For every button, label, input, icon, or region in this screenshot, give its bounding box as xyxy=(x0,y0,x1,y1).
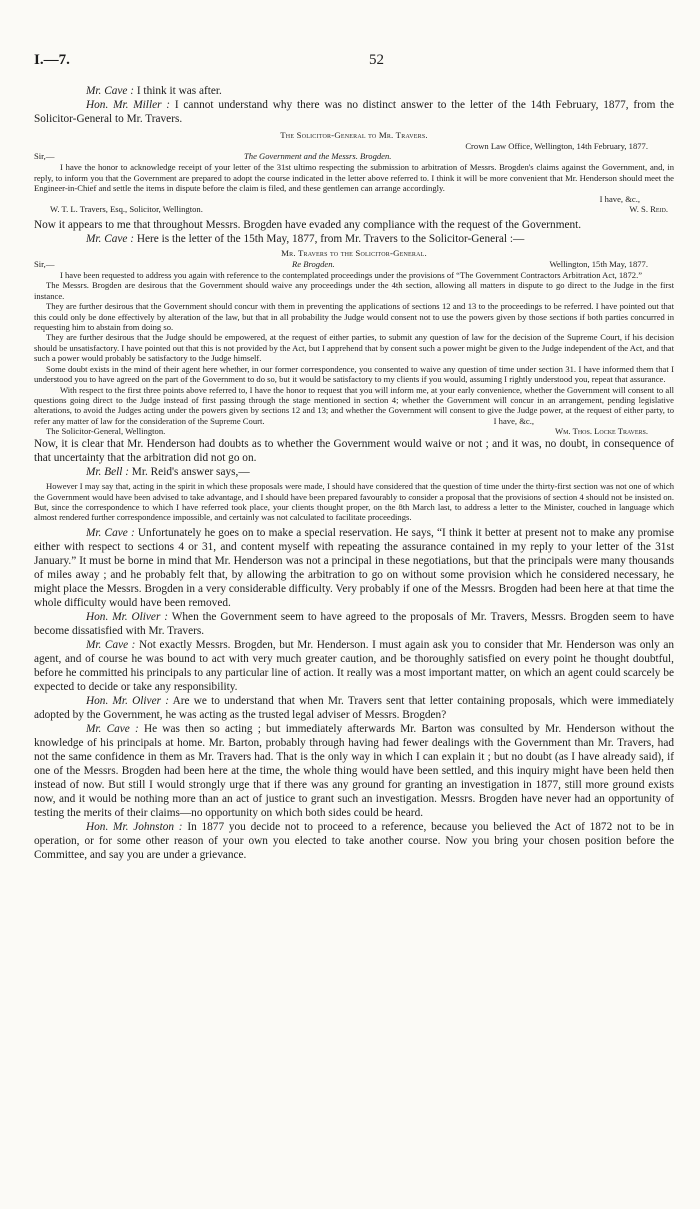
letter-signature-row xyxy=(34,426,674,437)
letter-paragraph: Some doubt exists in the mind of their agent here whether, in our former correspondence, you consented to waive any question of time under section 31. I have informed them that I understood you to have agreed on the part of the Government to do so, but it would be satisfactory to my clients if you would, assuming I rightly understood you, repeat that assurance. xyxy=(34,363,674,385)
letter-paragraph: They are further desirous that the Government should concur with them in preventing the applications of sections 12 and 13 to the proceedings to be referred. I have pointed out that this could only be done effectively by alteration of the law, but that in all probability the Judge would consent not to use the powers given by those sections if both parties concurred in requesting him to abstain from doing so. xyxy=(34,301,674,333)
letter-solicitor-general xyxy=(34,129,674,215)
evidence-paragraph xyxy=(34,820,674,862)
letter-body: I have the honor to acknowledge receipt of your letter of the 31st ultimo respecting the submission to arbitration of Messrs. Brogden's claims against the Government, and, in reply, to inform you that the Government are prepared to adopt the course indicated in the letter above referred to. I think it will be more convenient that Mr. Henderson should meet the Engineer-in-Chief and settle the items in dispute before the claim is filed, and these gentlemen can arrange accordingly. xyxy=(34,162,674,194)
quoted-extract: However I may say that, acting in the spirit in which these proposals were made, I should have considered that the question of time under the thirty-first section was not one of which the Government would have been advised to take advantage, and I should have been prepared favourably to consider a proposal that the provisions of section 4 should not be insisted on. But, since the correspondence to which I have referred took place, your clients thought proper, on the 8th March last, to address a letter to the Minister, couched in language which almost rendered further correspondence impossible, and certainly was not calculated to facilitate proceedings. xyxy=(34,481,674,523)
evidence-paragraph xyxy=(34,610,674,638)
letter-salutation: Sir,— xyxy=(34,151,55,162)
evidence-paragraph: Now it appears to me that throughout Messrs. Brogden have evaded any compliance with the request of the Government. xyxy=(34,219,582,232)
paper-reference: I.—7. xyxy=(34,52,70,68)
speaker-name: Mr. Cave : xyxy=(86,722,139,735)
evidence-paragraph xyxy=(34,84,674,98)
speaker-name: Hon. Mr. Oliver : xyxy=(86,694,169,707)
speaker-name: Mr. Cave : xyxy=(86,638,136,651)
paragraph-text: In 1877 you decide not to proceed to a reference, because you believed the Act of 1872 not to be in operation, or for some other reason of your own you elected to take another course. Now you bring your chosen position before the Committee, and say you are under a grievance. xyxy=(34,820,674,861)
letter-signature-row xyxy=(34,204,674,215)
letter-subject: Re Brogden. xyxy=(292,259,335,270)
letter-signature: Wm. Thos. Locke Travers. xyxy=(554,426,648,437)
speaker-name: Mr. Bell : xyxy=(86,466,129,479)
speaker-name: Mr. Cave : xyxy=(86,526,135,539)
letter-recipient: W. T. L. Travers, Esq., Solicitor, Wellington. xyxy=(50,204,203,215)
paragraph-text: I think it was after. xyxy=(134,85,222,97)
letter-paragraph: With respect to the first three points above referred to, I have the honor to request that you will inform me, at your early convenience, whether the Government will consent to all questions going direct to the Judge instead of first passing through the stage mentioned in section 4; whether the Government will concur in an arrangement, pending legislative alterations, to avoid the Judges acting under the powers given by sections 12 and 13; and whether the Government will consent to give the Judge power, at the request of either party, to refer any matter of law for the consideration of the Supreme Court. xyxy=(34,384,674,426)
speaker-name: Mr. Cave : xyxy=(86,233,135,246)
paragraph-text: Not exactly Messrs. Brogden, but Mr. Henderson. I must again ask you to consider that Mr. Henderson was only an agent, and of course he was bound to act with very much greater caution, and be thoroughly satisfied on every point he thought doubtful, before he committed his principals to any particular line of action. It really was a most important matter, on which an agent could scarcely be expected to decide or take any responsibility. xyxy=(34,638,674,693)
letter-closing: I have, &c., xyxy=(599,193,640,204)
page-header xyxy=(34,52,674,70)
letter-subject: The Government and the Messrs. Brogden. xyxy=(244,151,392,162)
speaker-name: Hon. Mr. Johnston : xyxy=(86,820,183,833)
evidence-paragraph xyxy=(34,638,674,694)
letter-title: The Solicitor-General to Mr. Travers. xyxy=(280,130,428,140)
letter-paragraph: The Messrs. Brogden are desirous that the Government should waive any proceedings under the 4th section, allowing all matters in dispute to go direct to the Judge in the first instance. xyxy=(34,280,674,301)
letter-paragraph: I have been requested to address you again with reference to the contemplated proceedings under the provisions of “The Government Contractors Arbitration Act, 1872.” xyxy=(60,270,643,281)
page-number: 52 xyxy=(369,52,384,68)
evidence-paragraph xyxy=(34,465,674,479)
letter-salutation-row xyxy=(34,151,674,162)
speaker-name: Mr. Cave : xyxy=(86,85,135,97)
letter-travers xyxy=(34,247,674,437)
evidence-paragraph xyxy=(34,232,674,246)
evidence-paragraph: Now, it is clear that Mr. Henderson had doubts as to whether the Government would waive or not ; and it was, no doubt, in consequence of that uncertainty that the arbitration did not go on. xyxy=(34,438,674,465)
speaker-name: Hon. Mr. Miller : xyxy=(86,99,171,111)
letter-signature: W. S. Reid. xyxy=(629,204,668,215)
letter-recipient: The Solicitor-General, Wellington. xyxy=(46,426,166,437)
letter-paragraph: They are further desirous that the Judge should be empowered, at the request of either parties, to submit any question of law for the decision of the Supreme Court, if his decision should be unsatisfactory. I have pointed out that this is not provided by the Act, but I apprehend that by consent such a power might be given to the Judge independent of the Act, and that such a power would probably be satisfactory to the Judge himself. xyxy=(34,332,674,364)
evidence-paragraph xyxy=(34,722,674,820)
evidence-paragraph xyxy=(34,526,674,610)
letter-closing: I have, &c., xyxy=(493,415,534,426)
letter-salutation: Sir,— xyxy=(34,259,55,270)
evidence-paragraph xyxy=(34,98,674,126)
page-body xyxy=(34,84,674,862)
letter-dateline: Wellington, 15th May, 1877. xyxy=(549,259,648,270)
paragraph-text: Are we to understand that when Mr. Travers sent that letter containing proposals, which were immediately adopted by the Government, he was acting as the trusted legal adviser of Messrs. Brogden? xyxy=(34,694,674,721)
letter-title: Mr. Travers to the Solicitor-General. xyxy=(281,248,427,259)
paragraph-text: He was then so acting ; but immediately afterwards Mr. Barton was consulted by Mr. Henderson without the knowledge of his principals at home. Mr. Barton, probably through having had fewer dealings with the Government than Mr. Travers, had not the same confidence in them as Mr. Travers had. That is the only way in which I can explain it ; but no doubt (as I have already said), if one of the Messrs. Brogden had been here at the time, the whole thing would have been settled, and this inquiry might have been held then instead of now. But still I would strongly urge that if there was any ground for granting an investigation in 1877, still more ground exists now, and it would be nothing more than an act of justice to grant such an investigation. Messrs. Brogden have never had an opportunity of testing the merits of their claims—no opportunity on which both sides could be heard. xyxy=(34,722,674,819)
letter-salutation-row xyxy=(34,259,674,270)
letter-address: Crown Law Office, Wellington, 14th February, 1877. xyxy=(465,141,648,151)
paragraph-text: I cannot understand why there was no distinct answer to the letter of the 14th February, 1877, from the Solicitor-General to Mr. Travers. xyxy=(34,99,674,125)
speaker-name: Hon. Mr. Oliver : xyxy=(86,610,169,623)
paragraph-text: Unfortunately he goes on to make a special reservation. He says, “I think it better at present not to make any promise either with respect to sections 4 or 31, and content myself with repeating the assurance contained in my reply to your letter of the 31st January.” It must be borne in mind that Mr. Henderson was not a principal in these negotiations, but that the principals were many thousands of miles away ; and he probably felt that, by allowing the arbitration to go on without some provision which he considered necessary, he might place the Messrs. Brogden in a very considerable difficulty. Very probably if one of the Messrs. Brogden had been here at that time the whole difficulty would have been removed. xyxy=(34,526,674,609)
evidence-paragraph xyxy=(34,694,674,722)
paragraph-text: Mr. Reid's answer says,— xyxy=(128,466,250,479)
paragraph-text: When the Government seem to have agreed to the proposals of Mr. Travers, Messrs. Brogden seem to have become dissatisfied with Mr. Travers. xyxy=(34,610,675,637)
paragraph-text: Here is the letter of the 15th May, 1877, from Mr. Travers to the Solicitor-General :— xyxy=(134,233,525,246)
